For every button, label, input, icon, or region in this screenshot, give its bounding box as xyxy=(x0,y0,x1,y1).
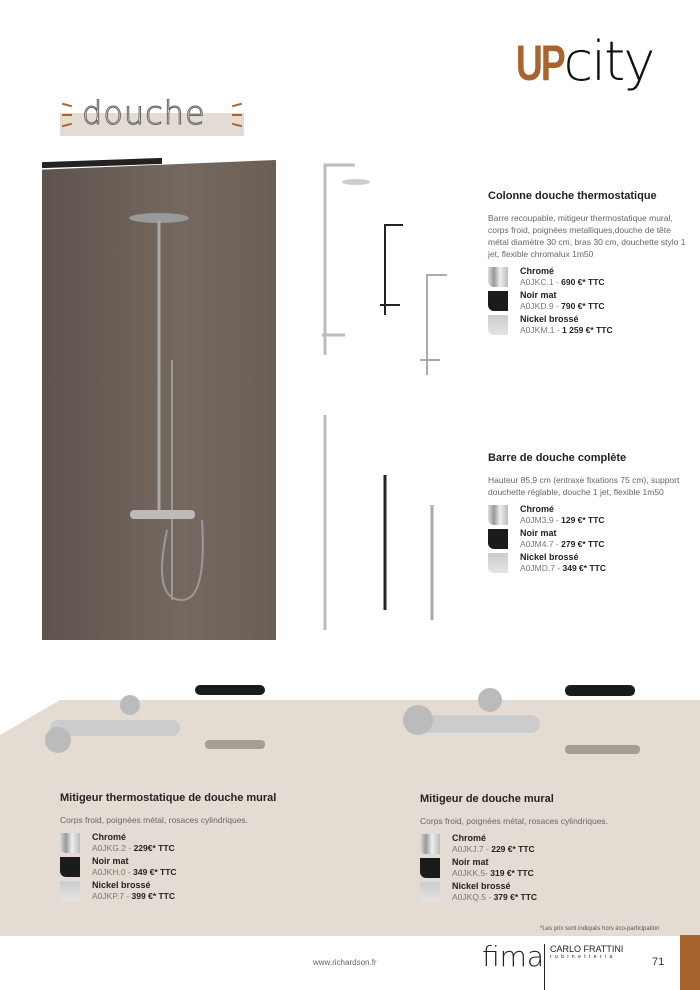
shower-columns-image xyxy=(300,155,470,385)
variant-item xyxy=(488,552,688,574)
price: 349 €* TTC xyxy=(562,563,606,573)
price: 129 €* TTC xyxy=(561,515,605,525)
variant-ref xyxy=(520,301,605,312)
variant-name: Nickel brossé xyxy=(452,881,511,891)
variant-item xyxy=(488,314,688,336)
ref-code: A0JKD.9 - xyxy=(520,301,562,311)
ref-code: A0JKK.5- xyxy=(452,868,491,878)
ref-code: A0JM4.7 - xyxy=(520,539,562,549)
product-desc: Barre recoupable, mitigeur thermostatique mural, corps froid, poignées metalliques,douche de tête métal diamètre 30 cm, bras 30 cm, douchette stylo 1 jet, flexible chromalux 1m50 xyxy=(488,213,686,259)
variant-item xyxy=(488,290,688,312)
price: 690 €* TTC xyxy=(561,277,605,287)
variant-ref xyxy=(92,867,177,878)
price: 399 €* TTC xyxy=(131,891,176,901)
variant-item xyxy=(420,857,680,879)
brand-logo: UPcity xyxy=(515,30,654,93)
page-tab xyxy=(680,935,700,990)
variant-item xyxy=(60,856,360,878)
variant-item xyxy=(420,833,680,855)
variant-item xyxy=(420,881,680,903)
variant-ref xyxy=(520,325,613,336)
section-title: douche xyxy=(82,94,206,132)
variant-item xyxy=(488,528,688,550)
product-desc: Corps froid, poignées métal, rosaces cylindriques. xyxy=(420,816,609,826)
variant-ref xyxy=(452,868,534,879)
variant-item xyxy=(60,880,360,902)
ref-code: A0JKJ.7 - xyxy=(452,844,492,854)
product-desc: Corps froid, poignées métal, rosaces cylindriques. xyxy=(60,815,249,825)
product-title: Mitigeur de douche mural xyxy=(420,793,554,805)
ref-code: A0JM3.9 - xyxy=(520,515,562,525)
ref-code: A0JKM.1 - xyxy=(520,325,563,335)
ref-code: A0JKG.2 - xyxy=(92,843,134,853)
product-title: Mitigeur thermostatique de douche mural xyxy=(60,792,277,804)
website-link[interactable]: www.richardson.fr xyxy=(313,958,377,967)
page-number: 71 xyxy=(652,956,665,968)
finish-swatch xyxy=(60,857,80,877)
variant-name: Nickel brossé xyxy=(520,552,579,562)
variant-name: Noir mat xyxy=(452,857,489,867)
shower-column-image xyxy=(42,160,276,640)
price: 319 €* TTC xyxy=(490,868,534,878)
product-thermo-mixer xyxy=(60,792,360,904)
variant-ref xyxy=(92,843,175,854)
finish-swatch xyxy=(420,882,440,902)
product-barre xyxy=(488,452,688,576)
product-desc: Hauteur 85,9 cm (entraxe fixations 75 cm), support douchette réglable, douche 1 jet, flexible 1m50 xyxy=(488,475,680,497)
price: 229€* TTC xyxy=(133,843,175,853)
ref-code: A0JKH.0 - xyxy=(92,867,134,877)
price: 279 €* TTC xyxy=(561,539,605,549)
variant-ref xyxy=(520,515,605,526)
variant-name: Noir mat xyxy=(520,528,557,538)
product-title: Colonne douche thermostatique xyxy=(488,190,657,202)
carlo-sub: r u b i n e t t e r i a xyxy=(550,954,614,960)
finish-swatch xyxy=(488,529,508,549)
price: 1 259 €* TTC xyxy=(562,325,613,335)
variant-item xyxy=(488,504,688,526)
variant-ref xyxy=(92,891,175,902)
product-colonne xyxy=(488,190,688,338)
section-tag xyxy=(60,94,244,136)
finish-swatch xyxy=(488,553,508,573)
variant-ref xyxy=(520,563,606,574)
shower-photo xyxy=(42,160,276,640)
variant-name: Chromé xyxy=(452,833,487,843)
ref-code: A0JKQ.5 - xyxy=(452,892,494,902)
variant-name: Nickel brossé xyxy=(520,314,579,324)
variant-item xyxy=(488,266,688,288)
variant-name: Chromé xyxy=(520,504,555,514)
finish-swatch xyxy=(420,858,440,878)
finish-swatch xyxy=(60,881,80,901)
product-title: Barre de douche complète xyxy=(488,452,627,464)
carlo-name: CARLO FRATTINI xyxy=(550,944,624,954)
fima-logo: fima xyxy=(482,940,545,973)
variant-ref xyxy=(520,277,605,288)
ref-code: A0JKC.1 - xyxy=(520,277,562,287)
finish-swatch xyxy=(488,291,508,311)
finish-swatch xyxy=(488,505,508,525)
ref-code: A0JKP.7 - xyxy=(92,891,132,901)
variant-name: Chromé xyxy=(92,832,127,842)
price: 379 €* TTC xyxy=(493,892,538,902)
price-note: *Les prix sont indiqués hors éco-participation xyxy=(540,926,660,932)
product-mixer xyxy=(420,793,680,905)
price: 790 €* TTC xyxy=(561,301,605,311)
price: 349 €* TTC xyxy=(133,867,177,877)
finish-swatch xyxy=(60,833,80,853)
variant-ref xyxy=(452,892,537,903)
ref-code: A0JMD.7 - xyxy=(520,563,563,573)
price: 229 €* TTC xyxy=(491,844,535,854)
carlo-frattini-logo xyxy=(544,944,623,990)
mixer-images xyxy=(40,665,700,775)
variant-ref xyxy=(520,539,605,550)
variant-name: Chromé xyxy=(520,266,555,276)
variant-name: Noir mat xyxy=(92,856,129,866)
variant-item xyxy=(60,832,360,854)
finish-swatch xyxy=(420,834,440,854)
shower-bars-image xyxy=(300,410,460,640)
variant-name: Nickel brossé xyxy=(92,880,151,890)
finish-swatch xyxy=(488,267,508,287)
variant-name: Noir mat xyxy=(520,290,557,300)
variant-ref xyxy=(452,844,535,855)
finish-swatch xyxy=(488,315,508,335)
